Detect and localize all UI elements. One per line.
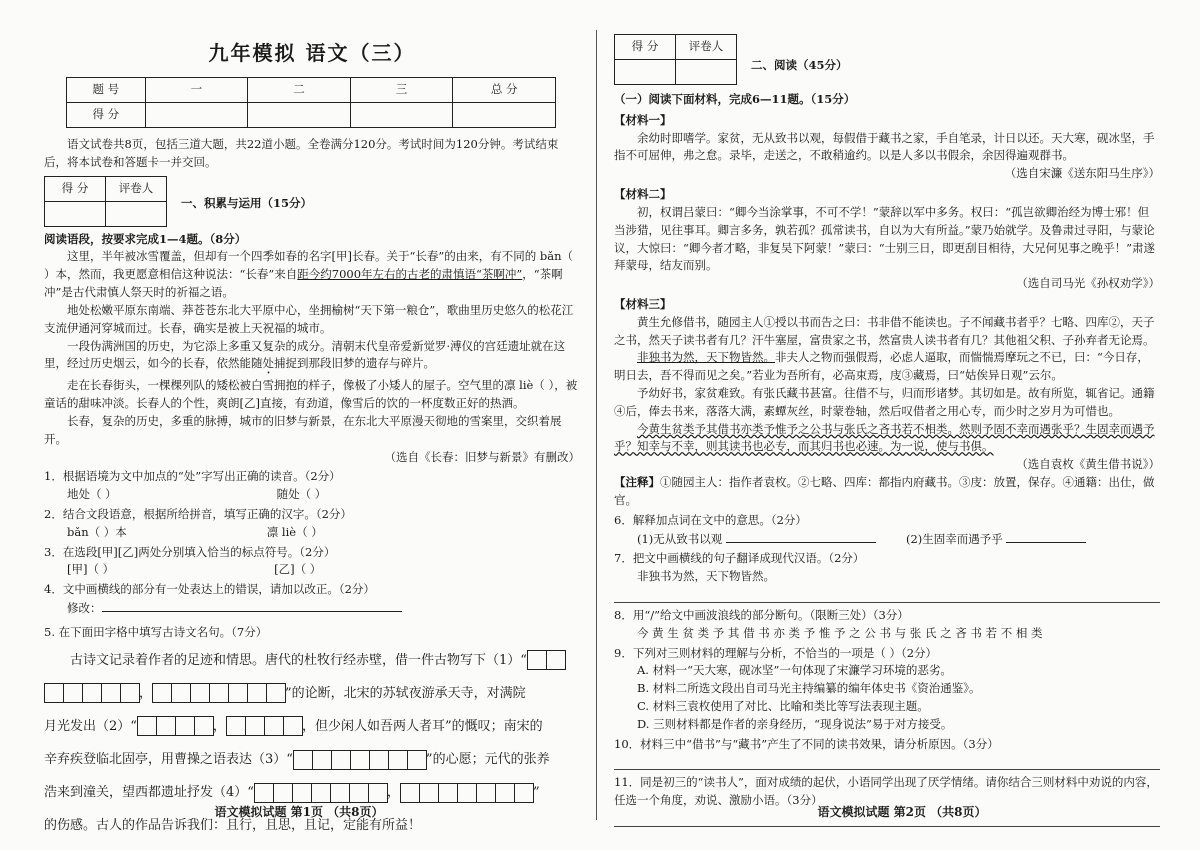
char-box[interactable] bbox=[264, 716, 284, 736]
material-3-para-3: 予幼好书，家贫难致。有张氏藏书甚富。往借不与，归而形诸梦。其切如是。故有所览，辄省记。通籍④后，俸去书来，落落大满，素蟫灰丝，时蒙卷轴，然后叹借者之用心专，而少时之岁月为可惜也。 bbox=[614, 386, 1155, 418]
char-box[interactable] bbox=[82, 683, 102, 703]
q9-option-a[interactable]: A. 材料一“天大寒，砚冰坚”一句体现了宋濂学习环境的恶劣。 bbox=[637, 663, 952, 678]
page-footer-right: 语文模拟试题 第2页 （共8页） bbox=[817, 805, 987, 820]
material-1-title: 【材料一】 bbox=[614, 112, 672, 127]
text-span: 辛弃疾登临北固亭，用曹操之语表达（3）“ bbox=[44, 752, 293, 768]
char-box[interactable] bbox=[495, 783, 515, 803]
notes bbox=[614, 474, 1160, 510]
material-1-source: （选自宋濂《送东阳马生序》） bbox=[1004, 166, 1160, 181]
question-2: 2．结合文段语意，根据所给拼音，填写正确的汉字。（2分） bbox=[44, 507, 352, 521]
poem-line-4 bbox=[44, 743, 580, 776]
question-10: 10．材料三中“借书”与“藏书”产生了不同的读书效果，请分析原因。（3分） bbox=[614, 736, 999, 751]
dotted-char: 处 bbox=[262, 356, 274, 371]
char-box[interactable] bbox=[407, 750, 427, 770]
text-span: ，但少闲人如吾两人者耳”的慨叹；南宋的 bbox=[301, 718, 543, 734]
material-3-title: 【材料三】 bbox=[614, 296, 672, 311]
section2-title: 二、阅读（45分） bbox=[751, 58, 848, 73]
char-box[interactable] bbox=[120, 683, 140, 703]
q9-option-b[interactable]: B. 材料二所选文段出自司马光主持编纂的编年体史书《资治通鉴》。 bbox=[637, 681, 981, 696]
grader-name-label: 评卷人 bbox=[106, 176, 167, 201]
score-header-cell: 一 bbox=[145, 78, 248, 103]
q2-answers bbox=[44, 524, 580, 542]
q3-blank-a[interactable]: [甲]（ ） bbox=[67, 562, 115, 577]
score-header-cell: 总 分 bbox=[453, 78, 556, 103]
char-box[interactable] bbox=[438, 783, 458, 803]
char-box[interactable] bbox=[476, 783, 496, 803]
char-box[interactable] bbox=[331, 750, 351, 770]
text-span: ”的论断，北宋的苏轼夜游承天寺，对满院 bbox=[285, 685, 526, 701]
score-header-cell: 三 bbox=[350, 78, 453, 103]
material-3-para-2 bbox=[614, 349, 1160, 385]
passage-para-1 bbox=[44, 248, 580, 301]
question-9: 9．下列对三则材料的理解与分析，不恰当的一项是（ ）（2分） bbox=[614, 645, 938, 660]
text-span: 一段伪满洲国的历史，为它添上多重又复杂的成分。清朝末代皇帝爱新觉罗·溥仪的宫廷遗址就在这里，经过历史烟云，如今的长春，依然能随 bbox=[44, 338, 566, 371]
char-box[interactable] bbox=[190, 683, 210, 703]
reading-prompt: 阅读语段，按要求完成1—4题。（8分） bbox=[44, 231, 247, 246]
page-footer-left: 语文模拟试题 第1页 （共8页） bbox=[214, 805, 384, 820]
passage-para-4: 走在长春街头，一棵棵列队的矮松被白雪拥抱的样子，像极了小矮人的屋子。空气里的凛 liè（ ），被童话的甜味冲淡。长春人的个性，爽朗[乙]直接，有劲道，像雪后的饮的一杯度数正好的热酒。 bbox=[44, 378, 578, 411]
poem-line-5: 浩来到潼关，望西都遗址抒发（4）“ ， ” bbox=[44, 776, 580, 809]
char-box[interactable] bbox=[247, 683, 267, 703]
page-right bbox=[604, 0, 1200, 850]
char-box[interactable] bbox=[312, 750, 332, 770]
text-span: 古诗文记录着作者的足迹和情思。唐代的杜牧行经赤壁，借一件古物写下（1）“ bbox=[70, 652, 527, 668]
char-box[interactable] bbox=[369, 750, 389, 770]
grader-blank[interactable] bbox=[676, 60, 737, 85]
question-8: 8．用“/”给文中画波浪线的部分断句。（限断三处）（3分） bbox=[614, 607, 909, 622]
text-span: 这里，半年被冰雪覆盖，但却有一个四季如春的名字[甲]长春。关于“长春”的由来，有不同的 bǎn（ ）本，然而，我更愿意相信这种说法：“长春”来自 bbox=[44, 249, 574, 282]
char-box[interactable] bbox=[400, 783, 420, 803]
score-blank-cell[interactable] bbox=[248, 103, 351, 128]
score-table bbox=[66, 77, 556, 128]
char-box[interactable] bbox=[368, 783, 388, 803]
char-box[interactable] bbox=[44, 683, 64, 703]
section2-header bbox=[614, 34, 1160, 85]
text-span: ”的心愿；元代的张养 bbox=[425, 752, 550, 768]
score-blank-cell[interactable] bbox=[453, 103, 556, 128]
q1-blank-a[interactable]: 地处（ ） bbox=[67, 487, 117, 502]
question-3: 3．在选段[甲][乙]两处分别填入恰当的标点符号。（2分） bbox=[44, 544, 336, 559]
grader-table bbox=[614, 34, 737, 85]
text-span: 浩来到潼关，望西都遗址抒发（4）“ bbox=[44, 785, 254, 801]
char-box[interactable] bbox=[63, 683, 83, 703]
text-span: ，“茶啊冲”是古代肃慎人祭天时的祈福之语。 bbox=[44, 267, 563, 300]
q6-item-a: (1)无从致书以观 bbox=[637, 531, 726, 546]
question-11: 11．同是初三的“读书人”，面对成绩的起伏，小语同学出现了厌学情绪。请你结合三则材料中劝说的内容，任选一个角度，劝说、激励小语。（3分） bbox=[614, 775, 1158, 808]
q10-answer-line[interactable] bbox=[614, 755, 1160, 770]
char-box[interactable] bbox=[457, 783, 477, 803]
passage-source: （选自《长春：旧梦与新景》有删改） bbox=[384, 449, 580, 464]
q6-answer-b[interactable] bbox=[1006, 530, 1086, 543]
passage-para-3 bbox=[44, 338, 580, 378]
char-box[interactable] bbox=[514, 783, 534, 803]
q2-blank-a[interactable]: bǎn（ ）本 bbox=[67, 524, 127, 539]
exam-title: 九年模拟 语文（三） bbox=[208, 41, 416, 65]
text-span: 非夫人之物而强假焉，必虑人逼取，而惴惴焉摩玩之不已，曰：“今日存，明日去，吾不得而见之矣。”若业为吾所有，必高束焉，庋③藏焉，曰“姑俟异日观”云尔。 bbox=[614, 350, 1149, 383]
q7-answer-line[interactable] bbox=[614, 588, 1160, 603]
material-1-text: 余幼时即嗜学。家贫，无从致书以观，每假借于藏书之家，手自笔录，计日以还。天大寒，砚冰坚，手指不可屈伸，弗之怠。录毕，走送之，不敢稍逾约。以是人多以书假余，余因得遍观群书。 bbox=[614, 130, 1155, 163]
grader-name-label: 评卷人 bbox=[676, 35, 737, 60]
grader-score-label: 得 分 bbox=[45, 176, 106, 201]
q6-answers bbox=[614, 530, 1160, 549]
char-box[interactable] bbox=[330, 783, 350, 803]
q3-blank-b[interactable]: [乙]（ ） bbox=[274, 562, 322, 577]
text-span: 捕捉到那段旧梦的遗存与碎片。 bbox=[274, 356, 435, 371]
char-box[interactable] bbox=[349, 783, 369, 803]
char-box[interactable] bbox=[388, 750, 408, 770]
question-6: 6．解释加点词在文中的意思。（2分） bbox=[614, 512, 807, 527]
char-box[interactable] bbox=[419, 783, 439, 803]
poem-line-3: 月光发出（2）“ ， ，但少闲人如吾两人者耳”的慨叹；南宋的 bbox=[44, 710, 580, 743]
q9-option-d[interactable]: D. 三则材料都是作者的亲身经历，“现身说法”易于对方接受。 bbox=[637, 716, 953, 731]
text-span: 月光发出（2）“ bbox=[44, 718, 137, 734]
grader-blank[interactable] bbox=[106, 201, 167, 226]
score-blank-cell[interactable] bbox=[350, 103, 453, 128]
char-box[interactable] bbox=[175, 716, 195, 736]
section1-title: 一、积累与运用（15分） bbox=[181, 195, 313, 210]
underlined-sentence: 非独书为然，天下物皆然。 bbox=[637, 350, 775, 365]
underlined-phrase: 距今约7000年左右的古老的肃慎语“茶啊冲” bbox=[297, 267, 523, 282]
passage-para-2: 地处松嫩平原东南端、莽苍苍东北大平原中心，坐拥榆树“天下第一粮仓”，歌曲里历史悠久的松花江支流伊通河穿城而过。长春，确实是被上天祝福的城市。 bbox=[44, 302, 574, 335]
poem-line-1 bbox=[44, 644, 580, 677]
notes-text: ①随园主人：指作者袁枚。②七略、四库：都指内府藏书。③庋：放置，保存。④通籍：出仕，做官。 bbox=[614, 475, 1155, 507]
score-header-cell: 题 号 bbox=[67, 78, 146, 103]
char-box[interactable] bbox=[194, 716, 214, 736]
char-box[interactable] bbox=[311, 783, 331, 803]
q3-answers bbox=[44, 561, 580, 579]
char-box[interactable] bbox=[226, 716, 246, 736]
section1-header bbox=[44, 176, 580, 227]
material-2-source: （选自司马光《孙权劝学》） bbox=[1016, 276, 1160, 291]
question-7: 7．把文中画横线的句子翻译成现代汉语。（2分） bbox=[614, 551, 865, 566]
q6-answer-a[interactable] bbox=[726, 530, 876, 543]
question-4: 4．文中画横线的部分有一处表达上的错误，请加以改正。（2分） bbox=[44, 582, 375, 597]
q1-answers bbox=[44, 486, 580, 504]
grader-blank[interactable] bbox=[615, 60, 676, 85]
text-span: ” bbox=[532, 785, 540, 801]
score-blank-cell[interactable] bbox=[145, 103, 248, 128]
q4-answer bbox=[44, 599, 580, 618]
page-left bbox=[0, 0, 598, 850]
q4-fix-label: 修改： bbox=[67, 601, 102, 616]
passage-para-5: 长春，复杂的历史，多重的脉搏，城市的旧梦与新景，在东北大平原漫天彻地的雪案里，交织着展开。 bbox=[44, 413, 562, 446]
char-box[interactable] bbox=[101, 683, 121, 703]
q1-blank-b[interactable]: 随处（ ） bbox=[276, 487, 327, 502]
material-3-source: （选自袁枚《黄生借书说》） bbox=[1016, 457, 1160, 472]
grader-score-label: 得 分 bbox=[615, 35, 676, 60]
char-box[interactable] bbox=[273, 783, 293, 803]
char-box[interactable] bbox=[254, 783, 274, 803]
char-box[interactable] bbox=[350, 750, 370, 770]
char-box[interactable] bbox=[209, 683, 229, 703]
question-1: 1．根据语境为文中加点的“处”字写出正确的读音。（2分） bbox=[44, 469, 341, 484]
score-row-label: 得 分 bbox=[67, 103, 146, 128]
part1-prompt: （一）阅读下面材料，完成6—11题。（15分） bbox=[614, 92, 856, 106]
question-5: 5. 在下面田字格中填写古诗文名句。（7分） bbox=[44, 624, 268, 639]
char-box[interactable] bbox=[266, 683, 286, 703]
q9-option-c[interactable]: C. 材料三袁枚使用了对比、比喻和类比等写法表现主题。 bbox=[637, 699, 929, 713]
exam-intro: 语文试卷共8页，包括三道大题，共22道小题。全卷满分120分。考试时间为120分钟。考试结束后，将本试卷和答题卡一并交回。 bbox=[44, 137, 559, 169]
poem-line-2: ， ”的论断，北宋的苏轼夜游承天寺，对满院 bbox=[44, 677, 580, 710]
material-2-title: 【材料二】 bbox=[614, 187, 672, 202]
grader-table bbox=[44, 176, 167, 227]
char-box[interactable] bbox=[137, 716, 157, 736]
char-box[interactable] bbox=[283, 716, 303, 736]
poem-line-6: 的伤感。古人的作品告诉我们：且行，且思，且记，定能有所益！ bbox=[44, 818, 422, 834]
notes-title: 【注释】 bbox=[614, 475, 660, 490]
material-2-text: 初，权谓吕蒙曰：“卿今当涂掌事，不可不学！”蒙辞以军中多务。权曰：“孤岂欲卿治经为博士邪！但当涉猎，见往事耳。卿言多务，孰若孤？孤常读书，自以为大有所益。”蒙乃始就学。及鲁肃过寻阳，与蒙论议，大惊曰：“卿今者才略，非复吴下阿蒙！”蒙曰：“士别三日，即更刮目相待，大兄何见事之晚乎！”肃遂拜蒙母，结友而别。 bbox=[614, 204, 1156, 273]
q2-blank-b[interactable]: 凛 liè（ ） bbox=[266, 524, 323, 539]
score-header-cell: 二 bbox=[248, 78, 351, 103]
q6-item-b: (2)生固幸而遇予乎 bbox=[905, 531, 1007, 546]
char-box[interactable] bbox=[152, 683, 172, 703]
material-3-para-1: 黄生允修借书，随园主人①授以书而告之曰：书非借不能读也。子不闻藏书者乎？七略、四库②，天子之书，然天子读书者有几？汗牛塞屋，富贵家之书，然富贵人读书者有几？其他祖父积、子孙弃者无论焉。 bbox=[614, 314, 1155, 347]
q7-sentence: 非独书为然，天下物皆然。 bbox=[637, 569, 775, 584]
char-box[interactable] bbox=[156, 716, 176, 736]
char-box[interactable] bbox=[292, 783, 312, 803]
material-3-para-4: 今黄生贫类予其借书亦类予惟予之公书与张氏之吝书若不相类。然则予固不幸而遇张乎？生固幸而遇予乎？知幸与不幸，则其读书也必专，而其归书也必速。为一说，使与书俱。 bbox=[614, 421, 1155, 454]
grader-blank[interactable] bbox=[45, 201, 106, 226]
char-box[interactable] bbox=[293, 750, 313, 770]
char-box[interactable] bbox=[527, 650, 547, 670]
char-box[interactable] bbox=[171, 683, 191, 703]
char-box[interactable] bbox=[546, 650, 566, 670]
char-box[interactable] bbox=[228, 683, 248, 703]
q8-sentence: 今 黄 生 贫 类 予 其 借 书 亦 类 予 惟 予 之 公 书 与 张 氏 之 吝 书 若 不 相 类 bbox=[637, 625, 1043, 640]
page-divider bbox=[596, 30, 597, 820]
char-box[interactable] bbox=[245, 716, 265, 736]
q4-answer-line[interactable] bbox=[102, 599, 402, 612]
